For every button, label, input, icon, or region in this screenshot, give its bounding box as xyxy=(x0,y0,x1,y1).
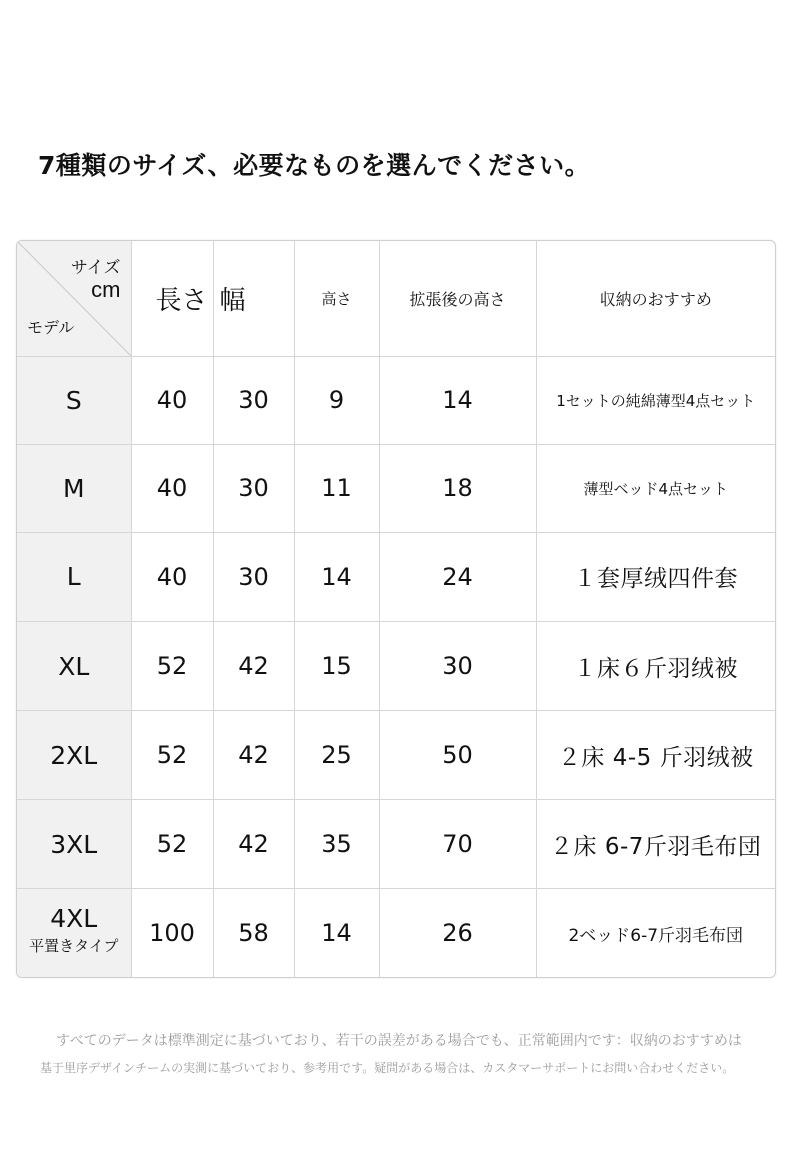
length-cell: 52 xyxy=(131,800,213,889)
model-label: モデル xyxy=(27,318,75,337)
size-table xyxy=(16,240,776,978)
width-cell: 30 xyxy=(213,356,294,444)
width-cell: 42 xyxy=(213,800,294,889)
recommendation-cell: ２床 6-7斤羽毛布団 xyxy=(536,800,775,889)
model-cell: M xyxy=(17,444,131,532)
height-cell: 11 xyxy=(294,444,379,532)
recommendation-cell: 薄型ベッド4点セット xyxy=(536,444,775,532)
footnote-line-1: すべてのデータは標準測定に基づいており、若干の誤差がある場合でも、正常範囲内です：収納のおすすめは xyxy=(56,1033,742,1049)
model-cell: S xyxy=(17,356,131,444)
expanded-height-cell: 24 xyxy=(379,532,536,621)
recommendation-cell: １床６斤羽绒被 xyxy=(536,621,775,710)
width-cell: 42 xyxy=(213,711,294,800)
expanded-height-cell: 26 xyxy=(379,889,536,977)
recommendation-cell: ２床 4-5 斤羽绒被 xyxy=(536,711,775,800)
height-cell: 9 xyxy=(294,356,379,444)
expanded-height-cell: 14 xyxy=(379,356,536,444)
expanded-height-cell: 50 xyxy=(379,711,536,800)
header-length: 長さ xyxy=(131,241,213,356)
width-cell: 42 xyxy=(213,621,294,710)
width-cell: 58 xyxy=(213,889,294,977)
table-row xyxy=(17,356,775,444)
height-cell: 25 xyxy=(294,711,379,800)
length-cell: 40 xyxy=(131,356,213,444)
page-title: 7種類のサイズ、必要なものを選んでください。 xyxy=(38,151,591,180)
header-width: 幅 xyxy=(213,241,294,356)
length-cell: 52 xyxy=(131,711,213,800)
table-row xyxy=(17,889,775,977)
header-expanded-height: 拡張後の高さ xyxy=(379,241,536,356)
height-cell: 35 xyxy=(294,800,379,889)
height-cell: 14 xyxy=(294,532,379,621)
model-cell: 3XL xyxy=(17,800,131,889)
unit-label: cm xyxy=(91,277,121,302)
table-row xyxy=(17,444,775,532)
height-cell: 14 xyxy=(294,889,379,977)
header-height: 高さ xyxy=(294,241,379,356)
recommendation-cell: 1セットの純綿薄型4点セット xyxy=(536,356,775,444)
table-row xyxy=(17,621,775,710)
model-cell: L xyxy=(17,532,131,621)
height-cell: 15 xyxy=(294,621,379,710)
header-recommendation: 収納のおすすめ xyxy=(536,241,775,356)
length-cell: 40 xyxy=(131,532,213,621)
model-cell: XL xyxy=(17,621,131,710)
corner-header-cell xyxy=(17,241,131,356)
model-type: 平置きタイプ xyxy=(29,937,119,956)
width-cell: 30 xyxy=(213,444,294,532)
table-row xyxy=(17,711,775,800)
table-row xyxy=(17,800,775,889)
table-header-row xyxy=(17,241,775,356)
model-name: 4XL xyxy=(50,904,98,934)
length-cell: 40 xyxy=(131,444,213,532)
recommendation-cell: 2ベッド6-7斤羽毛布団 xyxy=(536,889,775,977)
expanded-height-cell: 30 xyxy=(379,621,536,710)
footnote-line-2: 基于里序デザインチームの実測に基づいており、参考用です。疑問がある場合は、カスタマーサポートにお問い合わせください。 xyxy=(40,1061,735,1075)
size-label: サイズ xyxy=(70,258,121,278)
width-cell: 30 xyxy=(213,532,294,621)
recommendation-cell: １套厚绒四件套 xyxy=(536,532,775,621)
expanded-height-cell: 18 xyxy=(379,444,536,532)
model-cell: 2XL xyxy=(17,711,131,800)
table-row xyxy=(17,532,775,621)
model-cell xyxy=(17,889,131,977)
length-cell: 52 xyxy=(131,621,213,710)
expanded-height-cell: 70 xyxy=(379,800,536,889)
length-cell: 100 xyxy=(131,889,213,977)
